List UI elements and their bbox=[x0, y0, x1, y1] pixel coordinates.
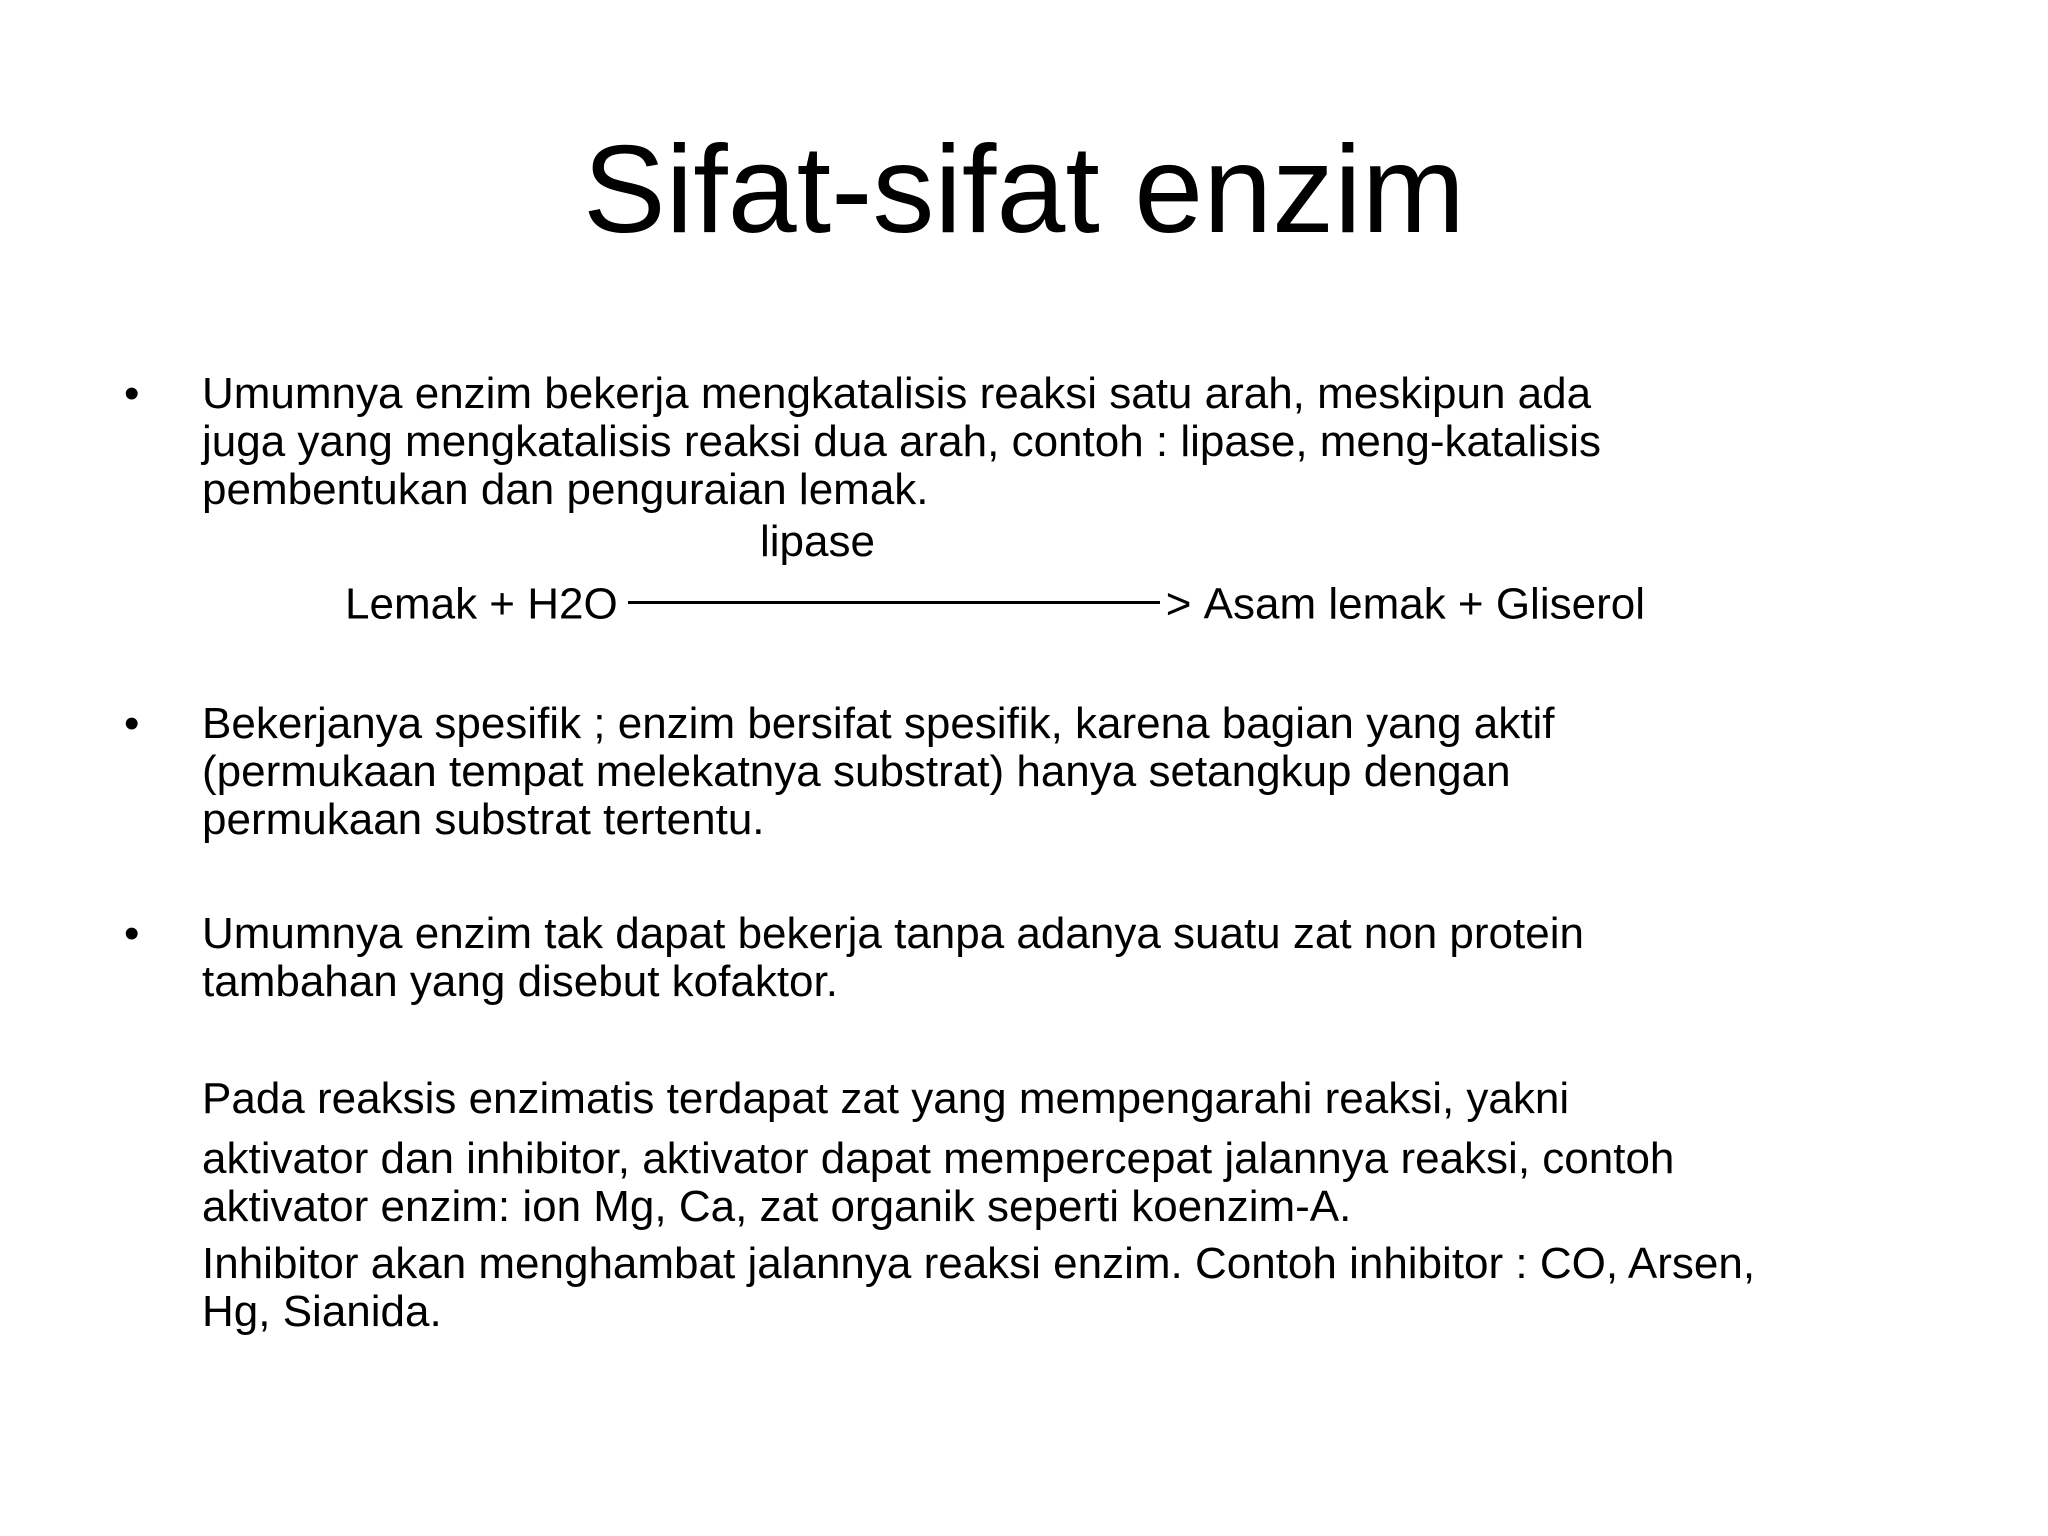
text-line: aktivator enzim: ion Mg, Ca, zat organik seperti koenzim-A. bbox=[202, 1182, 1352, 1231]
bullet-text bbox=[202, 910, 1962, 1006]
text-line: Bekerjanya spesifik ; enzim bersifat spesifik, karena bagian yang aktif bbox=[202, 699, 1555, 748]
reaction-equation bbox=[345, 578, 1645, 628]
text-line: Hg, Sianida. bbox=[202, 1287, 442, 1336]
reaction-catalyst: lipase bbox=[760, 517, 875, 566]
text-line: Pada reaksis enzimatis terdapat zat yang mempengarahi reaksi, yakni bbox=[202, 1074, 1570, 1123]
paragraph bbox=[202, 1135, 1962, 1231]
reaction-arrow-head: > bbox=[1165, 579, 1192, 629]
text-line: pembentukan dan penguraian lemak. bbox=[202, 465, 929, 514]
paragraph bbox=[202, 1075, 1962, 1123]
reaction-reactants: Lemak + H2O bbox=[345, 579, 618, 629]
paragraph bbox=[202, 1240, 1962, 1336]
slide-title: Sifat-sifat enzim bbox=[582, 121, 1466, 259]
text-line: tambahan yang disebut kofaktor. bbox=[202, 957, 838, 1006]
text-line: Inhibitor akan menghambat jalannya reaksi enzim. Contoh inhibitor : CO, Arsen, bbox=[202, 1239, 1756, 1288]
text-line: permukaan substrat tertentu. bbox=[202, 795, 765, 844]
bullet-text bbox=[202, 700, 1962, 844]
bullet-marker: • bbox=[124, 369, 140, 418]
bullet-marker: • bbox=[124, 699, 140, 748]
reaction-arrow-line bbox=[628, 601, 1160, 604]
text-line: Umumnya enzim bekerja mengkatalisis reaksi satu arah, meskipun ada bbox=[202, 369, 1592, 418]
bullet-text bbox=[202, 370, 1962, 514]
text-line: aktivator dan inhibitor, aktivator dapat mempercepat jalannya reaksi, contoh bbox=[202, 1134, 1675, 1183]
text-line: juga yang mengkatalisis reaksi dua arah, contoh : lipase, meng-katalisis bbox=[202, 417, 1601, 466]
bullet-marker: • bbox=[124, 909, 140, 958]
text-line: (permukaan tempat melekatnya substrat) hanya setangkup dengan bbox=[202, 747, 1511, 796]
reaction-products: Asam lemak + Gliserol bbox=[1203, 579, 1645, 629]
text-line: Umumnya enzim tak dapat bekerja tanpa adanya suatu zat non protein bbox=[202, 909, 1584, 958]
